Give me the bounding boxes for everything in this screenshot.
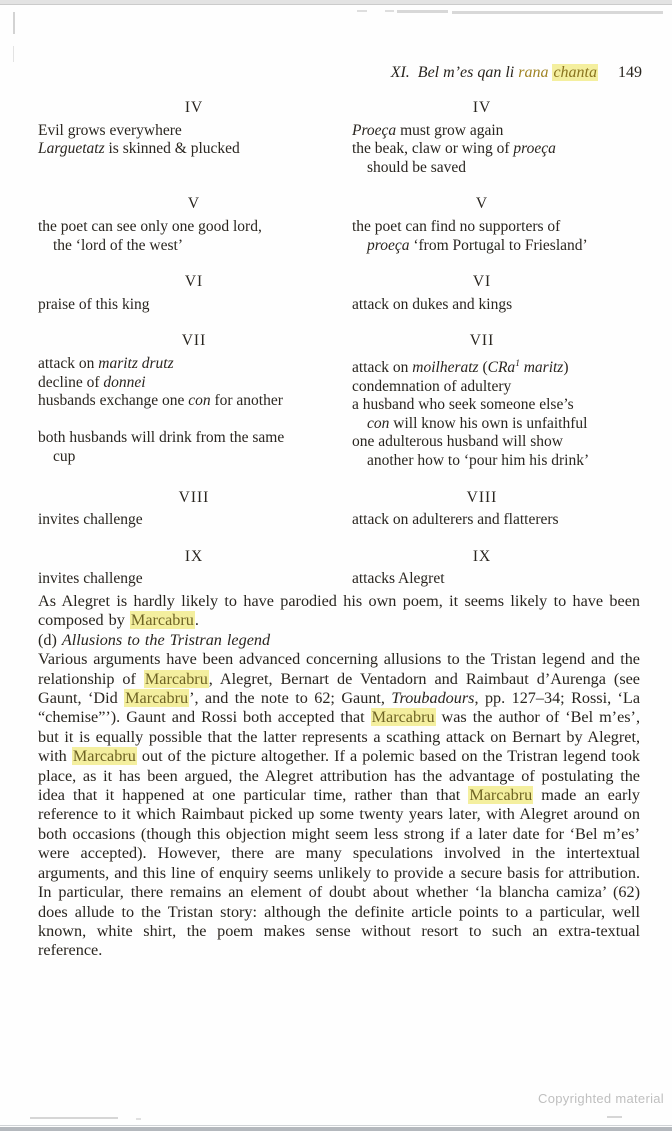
stanza-line: one adulterous husband will show [352, 433, 563, 451]
stanza-IV [38, 96, 642, 177]
stanza-line: condemnation of adultery [352, 377, 512, 395]
stanza-VI-right-column [352, 270, 642, 314]
stanza-line: the poet can find no supporters of [352, 217, 561, 235]
page-header [391, 63, 642, 83]
stanza-VII [38, 329, 642, 470]
stanza-line: attack on dukes and kings [352, 295, 513, 313]
stanza-line: Evil grows everywhere [38, 121, 182, 139]
stanza-numeral: V [187, 195, 201, 213]
stanza-VIII-left-column [38, 486, 352, 530]
scan-artifact-bottom-bar [0, 1127, 672, 1131]
stanza-IV-right-column [352, 96, 642, 177]
stanza-line: a husband who seek someone else’s [352, 396, 574, 414]
scan-artifact-tick [13, 46, 14, 62]
stanza-line: decline of donnei [38, 373, 146, 391]
scan-artifact-dash [357, 10, 367, 12]
stanza-line: con will know his own is unfaithful [367, 414, 588, 432]
scan-artifact-tick [13, 12, 15, 34]
scan-artifact-bottom-line [0, 1125, 672, 1126]
stanza-numeral: IV [184, 99, 204, 116]
stanza-numeral: VI [184, 273, 204, 291]
stanza-line: invites challenge [38, 570, 143, 588]
stanza-numeral: VIII [178, 488, 210, 506]
stanza-numeral: IV [472, 99, 492, 116]
page-number: 149 [618, 64, 642, 81]
running-title: XI. Bel m’es qan li rana chanta [390, 64, 597, 81]
stanza-line: attacks Alegret [352, 570, 445, 588]
scan-artifact-dash [385, 10, 394, 12]
stanza-line: invites challenge [38, 511, 143, 529]
stanza-line: another how to ‘pour him his drink’ [367, 452, 590, 470]
prose-block [38, 592, 640, 961]
stanza-line: the poet can see only one good lord, [38, 217, 262, 235]
stanza-line: should be saved [367, 158, 467, 176]
stanza-VII-right-column [352, 329, 642, 470]
stanza-numeral: VI [472, 273, 492, 291]
stanza-line: husbands exchange one con for another [38, 392, 283, 410]
body-paragraph: Various arguments have been advanced concerning allusions to the Tristan legend and the relationship of Marcabru, Alegret, Bernart de Ventadorn and Raimbaut d’Aurenga (see Gaunt, ‘Did Marcabru’, and the note to 62; Gaunt, Troubadours, pp. 127–34; Rossi, ‘La “chemise”’). Gaunt and Rossi both accepted that Marcabru was the author of ‘Bel m’es’, but it is equally possible that the latter represents a scathing attack on Bernart by Alegret, with Marcabru out of the picture altogether. If a polemic based on the Tristran legend took place, as it has been argued, the Alegret attribution has the advantage of postulating the idea that it happened at one particular time, rather than that Marcabru made an early reference to it which Raimbaut picked up some twenty years later, with Alegret around on both occasions (though this objection might seem less strong if a later date for ‘Bel m’es’ were accepted). However, there are many speculations involved in the intertextual arguments, and this line of enquiry seems unlikely to provide a secure basis for attribution. In particular, there remains an element of doubt about whether ‘la blancha camiza’ (62) does allude to the Tristan story: although the definite article points to a particular, well known, white shirt, the poem makes sense without resort to such an extra-textual reference. [38, 650, 641, 960]
stanza-VI [38, 270, 642, 314]
stanza-V-right-column [352, 192, 642, 255]
stanza-VII-left-column [38, 329, 352, 470]
stanza-IX [38, 545, 642, 589]
stanza-numeral: VIII [466, 488, 498, 506]
stanza-IX-right-column [352, 545, 642, 589]
stanza-line: attack on moilheratz (CRa$^1$ maritz) [352, 358, 569, 377]
scan-artifact-top-strip [0, 0, 672, 5]
stanza-line: the ‘lord of the west’ [53, 236, 183, 254]
stanza-numeral: VII [469, 332, 495, 350]
stanza-line [38, 411, 352, 430]
stanza-line: praise of this king [38, 295, 150, 313]
stanza-V-left-column [38, 192, 352, 255]
summary-paragraph: As Alegret is hardly likely to have parodied his own poem, it seems likely to have been composed by Marcabru. [38, 592, 640, 630]
scan-artifact-dash [30, 1117, 118, 1119]
stanza-line: the beak, claw or wing of proeça [352, 140, 556, 158]
stanza-comparison-table [38, 96, 642, 604]
stanza-VIII-right-column [352, 486, 642, 530]
stanza-VI-left-column [38, 270, 352, 314]
stanza-IV-left-column [38, 96, 352, 177]
stanza-numeral: V [475, 195, 489, 213]
stanza-V [38, 192, 642, 255]
scan-artifact-dash [452, 11, 663, 14]
stanza-line: both husbands will drink from the same [38, 429, 285, 447]
scan-artifact-dash [607, 1116, 622, 1118]
stanza-line: attack on adulterers and flatterers [352, 511, 559, 529]
stanza-numeral: VII [181, 332, 207, 350]
scan-artifact-dash [397, 10, 448, 13]
stanza-numeral: IX [184, 547, 204, 565]
stanza-numeral: IX [472, 547, 492, 565]
copyright-watermark: Copyrighted material [538, 1091, 664, 1106]
stanza-line: Larguetatz is skinned & plucked [38, 140, 240, 158]
stanza-line: Proeça must grow again [352, 121, 504, 139]
stanza-IX-left-column [38, 545, 352, 589]
stanza-VIII [38, 486, 642, 530]
scan-artifact-dot [136, 1118, 141, 1120]
stanza-line: attack on maritz drutz [38, 354, 174, 372]
stanza-line: cup [53, 447, 76, 465]
stanza-line: proeça ‘from Portugal to Friesland’ [367, 236, 588, 254]
section-heading: (d) Allusions to the Tristran legend [38, 630, 271, 649]
